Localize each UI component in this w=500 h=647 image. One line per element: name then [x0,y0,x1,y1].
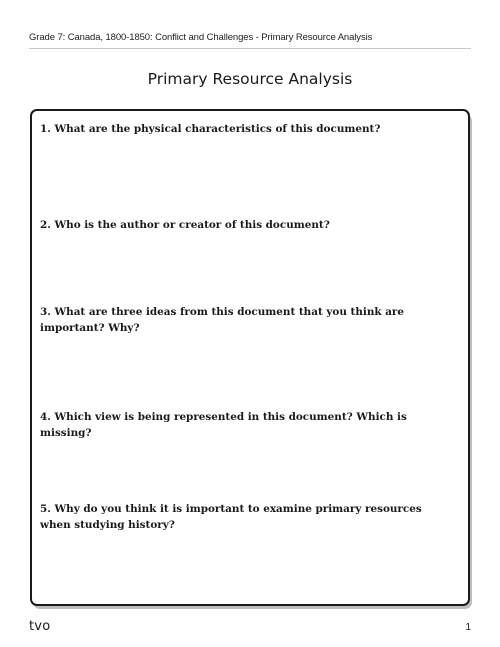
question-2: 2. Who is the author or creator of this document? [40,219,330,231]
question-3: 3. What are three ideas from this document that you think are important? Why? [40,306,405,334]
tvo-logo: tvo [29,619,51,634]
question-4: 4. Which view is being represented in this document? Which is missing? [40,411,407,439]
page-title: Primary Resource Analysis [147,70,353,88]
running-header: Grade 7: Canada, 1800-1850: Conflict and Challenges - Primary Resource Analysis [29,32,373,43]
question-1: 1. What are the physical characteristics of this document? [40,123,381,135]
page-number: 1 [465,622,471,633]
header-divider [29,48,471,49]
question-5: 5. Why do you think it is important to examine primary resources when studying history? [40,503,422,531]
